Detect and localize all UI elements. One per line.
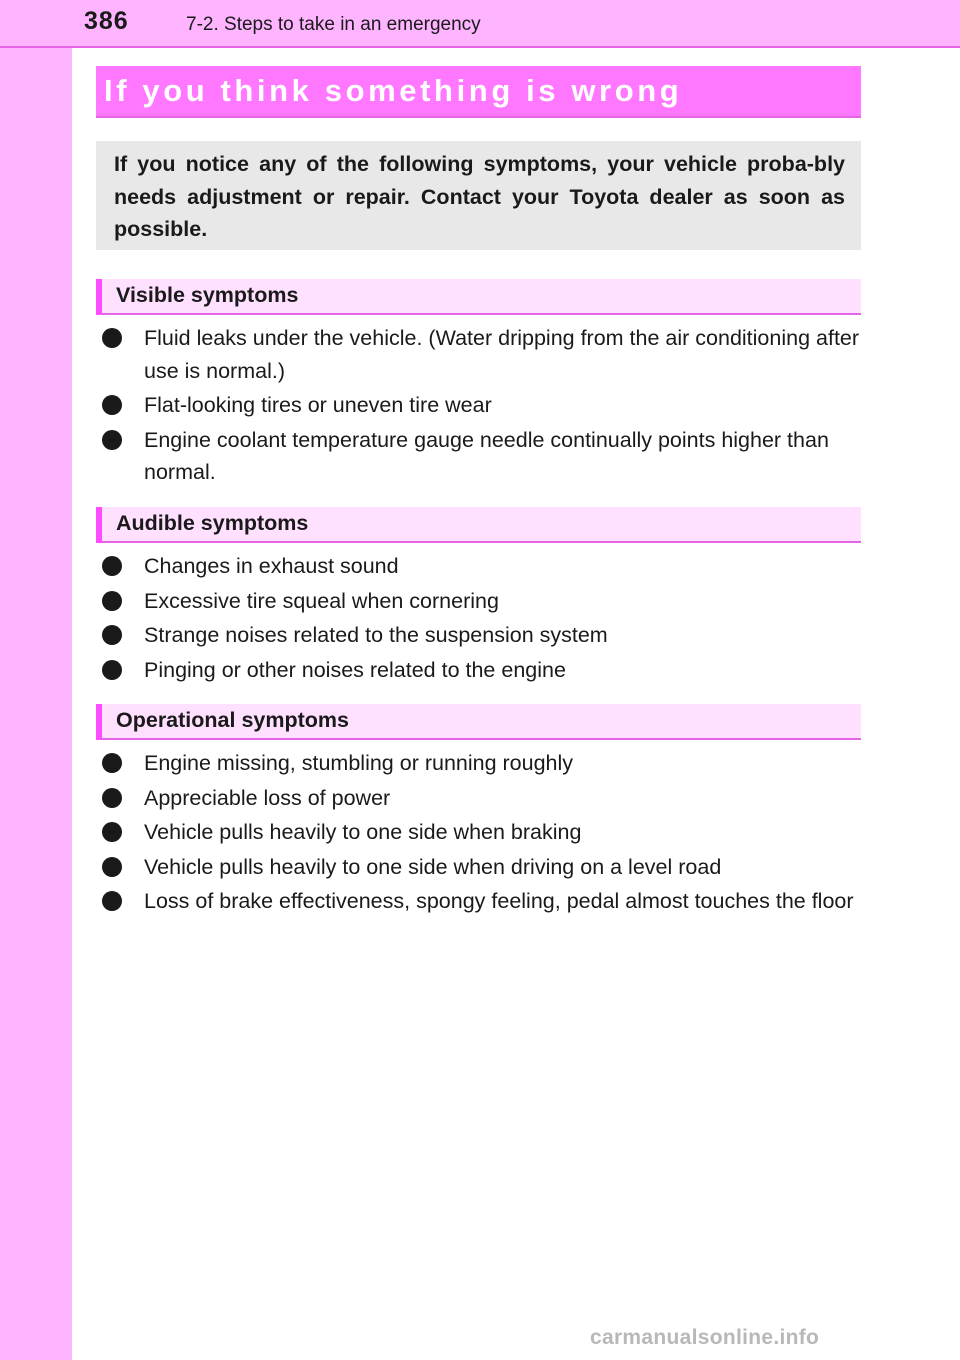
bullet-icon: [102, 660, 122, 680]
list-item-text: Pinging or other noises related to the engine: [144, 657, 566, 682]
subheading-operational-symptoms: [96, 704, 861, 740]
page-number: 386: [84, 7, 129, 35]
subheading-marker: [96, 279, 102, 315]
list-item: [98, 585, 863, 618]
audible-symptoms-list: [98, 550, 863, 686]
list-item: [98, 747, 863, 780]
list-item-text: Strange noises related to the suspension system: [144, 623, 608, 647]
subheading-marker: [96, 704, 102, 740]
list-item: [98, 389, 863, 422]
list-item-text: Flat-looking tires or uneven tire wear: [144, 393, 492, 417]
list-item-text: Loss of brake effectiveness, spongy feeling, pedal almost touches the floor: [144, 889, 854, 913]
list-item: [98, 550, 863, 583]
subheading-marker: [96, 507, 102, 543]
bullet-icon: [102, 891, 122, 911]
section-reference: 7-2. Steps to take in an emergency: [186, 14, 481, 35]
visible-symptoms-list: [98, 322, 863, 489]
list-item-text: Vehicle pulls heavily to one side when braking: [144, 820, 582, 844]
list-item-text: Fluid leaks under the vehicle. (Water dripping from the air conditioning after use is normal.): [144, 326, 860, 383]
list-item: [98, 885, 863, 918]
list-item: [98, 424, 863, 489]
bullet-icon: [102, 788, 122, 808]
bullet-icon: [102, 822, 122, 842]
list-item: [98, 322, 863, 387]
subheading-visible-symptoms: [96, 279, 861, 315]
intro-box: [96, 141, 861, 250]
bullet-icon: [102, 625, 122, 645]
bullet-icon: [102, 556, 122, 576]
intro-text: If you notice any of the following symptoms, your vehicle proba-bly needs adjustment or repair. Contact your Toyota dealer as soon as possible.: [114, 152, 845, 241]
bullet-icon: [102, 328, 122, 348]
list-item: [98, 816, 863, 849]
subheading-label: Operational symptoms: [116, 708, 349, 732]
bullet-icon: [102, 591, 122, 611]
header-rule: [0, 46, 960, 48]
bullet-icon: [102, 857, 122, 877]
page-title: If you think something is wrong: [104, 73, 683, 108]
bullet-icon: [102, 395, 122, 415]
subheading-label: Audible symptoms: [116, 511, 309, 535]
list-item-text: Appreciable loss of power: [144, 785, 391, 810]
list-item: [98, 851, 863, 884]
bullet-icon: [102, 753, 122, 773]
list-item-text: Excessive tire squeal when cornering: [144, 588, 499, 613]
section-title-bar: [96, 66, 861, 118]
list-item-text: Vehicle pulls heavily to one side when driving on a level road: [144, 854, 722, 879]
subheading-audible-symptoms: [96, 507, 861, 543]
list-item-text: Engine coolant temperature gauge needle continually points higher than normal.: [144, 427, 829, 484]
bullet-icon: [102, 430, 122, 450]
list-item-text: Changes in exhaust sound: [144, 554, 399, 578]
list-item-text: Engine missing, stumbling or running roughly: [144, 751, 574, 775]
list-item: [98, 782, 863, 815]
watermark-link: carmanualsonline.info: [590, 1326, 820, 1349]
subheading-label: Visible symptoms: [116, 283, 299, 307]
list-item: [98, 619, 863, 652]
side-tab-band: [0, 0, 72, 1360]
list-item: [98, 654, 863, 687]
operational-symptoms-list: [98, 747, 863, 918]
